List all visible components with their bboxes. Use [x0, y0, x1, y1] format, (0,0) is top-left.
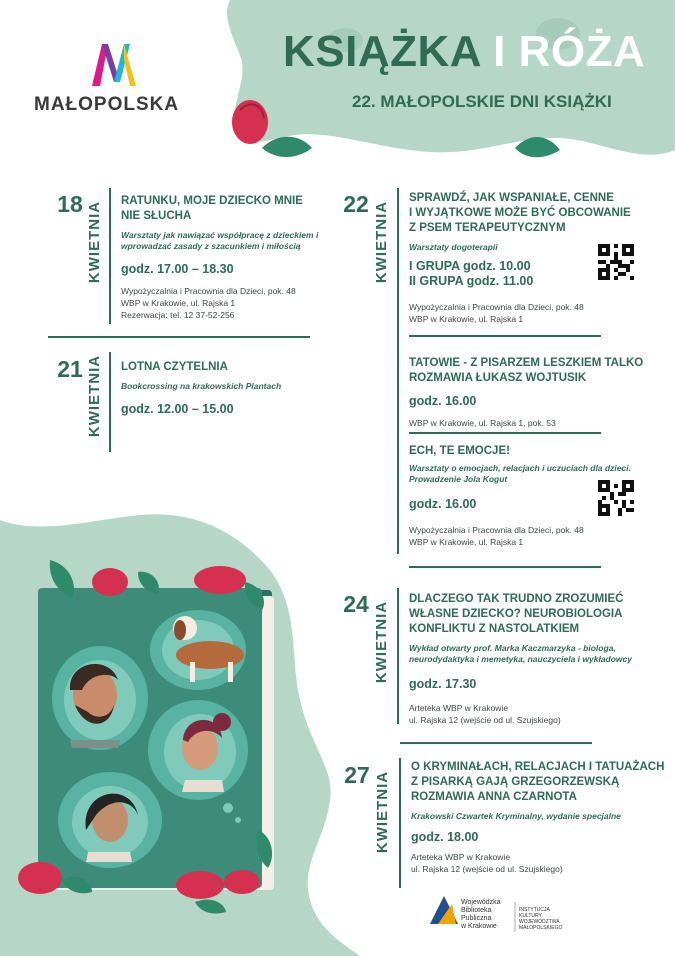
separator-22-24 — [409, 566, 601, 568]
library-name-line: w Krakowie — [461, 923, 497, 930]
event-place — [121, 285, 346, 321]
separator-24-27 — [400, 742, 592, 744]
divider-27 — [399, 758, 401, 888]
malopolska-logo-icon — [88, 38, 140, 88]
month-label-18: KWIETNIA — [86, 200, 103, 284]
page-title — [283, 28, 645, 76]
separator-22b-22c — [409, 432, 601, 434]
event-place — [409, 301, 649, 325]
event-title: TATOWIE - Z PISARZEM LESZKIEM TALKO ROZMAWIA ŁUKASZ WOJTUSIK — [409, 357, 644, 384]
divider-18 — [109, 188, 111, 324]
event-place-line: WBP w Krakowie, ul. Rajska 1 — [121, 298, 236, 308]
event-title: ECH, TE EMOCJE! — [409, 445, 510, 457]
event-title: SPRAWDŹ, JAK WSPANIAŁE, CENNE I WYJĄTKOWE MOŻE BYĆ OBCOWANIE Z PSEM TERAPEUTYCZNYM — [409, 192, 631, 234]
institution-label-line: WOJEWÓDZTWA — [519, 919, 560, 925]
institution-label-line: MAŁOPOLSKIEGO — [519, 925, 563, 931]
institution-label-line: INSTYTUCJA KULTURY — [519, 907, 550, 919]
separator-18-21 — [48, 336, 310, 338]
event-time: godz. 17.30 — [409, 677, 477, 691]
event-place-line: ul. Rajska 12 (wejście od ul. Szujskiego) — [411, 864, 563, 874]
event-description: Warsztaty dogoterapii — [409, 242, 498, 252]
event-title: RATUNKU, MOJE DZIECKO MNIE NIE SŁUCHA — [121, 195, 303, 222]
institution-label — [519, 907, 573, 931]
separator-22a-22b — [409, 335, 601, 337]
event-title: LOTNA CZYTELNIA — [121, 361, 228, 373]
day-number-21: 21 — [57, 356, 83, 382]
month-label-22: KWIETNIA — [373, 200, 390, 284]
event-place-line: Wypożyczalnia i Pracownia dla Dzieci, pok. 48 — [409, 525, 584, 535]
month-label-21: KWIETNIA — [86, 354, 103, 438]
event-description: Warsztaty jak nawiązać współpracę z dzieckiem i wprowadzać zasady z szacunkiem i miłością — [121, 230, 319, 251]
qr-code-icon — [598, 244, 634, 280]
event-place-line: Arteteka WBP w Krakowie — [411, 852, 511, 862]
day-number-27: 27 — [344, 762, 370, 788]
event-place-line: ul. Rajska 12 (wejście od ul. Szujskiego) — [409, 715, 561, 725]
event-description: Krakowski Czwartek Kryminalny, wydanie specjalne — [411, 811, 621, 821]
divider-22 — [397, 188, 399, 554]
event-place — [409, 702, 649, 726]
event-description-line: Warsztaty o emocjach, relacjach i uczuciach dla dzieci. — [409, 463, 631, 473]
event-place-line: WBP w Krakowie, ul. Rajska 1 — [409, 314, 524, 324]
book-illustration — [38, 588, 274, 890]
event-place-line: WBP w Krakowie, ul. Rajska 1 — [409, 537, 524, 547]
event-time: godz. 17.00 – 18.30 — [121, 262, 234, 276]
qr-code-icon — [598, 480, 634, 516]
divider-24 — [397, 588, 399, 724]
brand-name: MAŁOPOLSKA — [34, 94, 180, 115]
day-number-18: 18 — [57, 191, 83, 217]
month-label-24: KWIETNIA — [373, 600, 390, 684]
event-time: godz. 18.00 — [411, 830, 479, 844]
month-label-27: KWIETNIA — [374, 770, 391, 854]
event-place: WBP w Krakowie, ul. Rajska 1, pok. 53 — [409, 418, 556, 428]
event-description: Bookcrossing na krakowskich Plantach — [121, 381, 282, 391]
day-number-22: 22 — [343, 191, 369, 217]
title-part-2: I RÓŻA — [493, 27, 646, 76]
event-time-line: I GRUPA godz. 10.00 — [409, 259, 531, 273]
library-name-line: Wojewódzka — [461, 899, 501, 906]
event-time-line: II GRUPA godz. 11.00 — [409, 274, 534, 288]
event-time: godz. 16.00 — [409, 497, 477, 511]
event-title: O KRYMINAŁACH, RELACJACH I TATUAŻACH Z PISARKĄ GAJĄ GRZEGORZEWSKĄ ROZMAWIA ANNA CZARNOTA — [411, 761, 665, 803]
event-description: Wykład otwarty prof. Marka Kaczmarzyka - biologa, neurodydaktyka i memetyka, nauczyciela i wykładowcy — [409, 643, 632, 664]
event-place-line: Wypożyczalnia i Pracownia dla Dzieci, pok. 48 — [409, 302, 584, 312]
library-name-line: Publiczna — [461, 915, 492, 922]
event-place — [411, 851, 671, 875]
day-number-24: 24 — [343, 591, 369, 617]
page-subtitle: 22. MAŁOPOLSKIE DNI KSIĄŻKI — [352, 92, 612, 111]
event-description-line: Prowadzenie Jola Kogut — [409, 474, 508, 484]
event-title: DLACZEGO TAK TRUDNO ZROZUMIEĆ WŁASNE DZIECKO? NEUROBIOLOGIA KONFLIKTU Z NASTOLATKIEM — [409, 593, 624, 635]
event-21 — [121, 360, 346, 417]
event-place-line: Arteteka WBP w Krakowie — [409, 703, 509, 713]
library-name — [461, 899, 521, 931]
divider-21 — [109, 352, 111, 452]
title-part-1: KSIĄŻKA — [283, 27, 481, 76]
event-27 — [411, 760, 671, 875]
top-wave — [227, 0, 675, 155]
event-18 — [121, 194, 346, 321]
event-time: godz. 16.00 — [409, 394, 477, 408]
library-logo-mark — [430, 896, 458, 924]
event-24 — [409, 592, 649, 726]
library-name-line: Biblioteka — [461, 907, 492, 914]
event-place — [409, 524, 649, 548]
event-place-line: Wypożyczalnia i Pracownia dla Dzieci, pok. 48 — [121, 286, 296, 296]
event-time: godz. 12.00 – 15.00 — [121, 402, 234, 416]
event-place-line: Rezerwacja: tel. 12 37-52-256 — [121, 310, 235, 320]
event-22-tatowie — [409, 356, 649, 429]
